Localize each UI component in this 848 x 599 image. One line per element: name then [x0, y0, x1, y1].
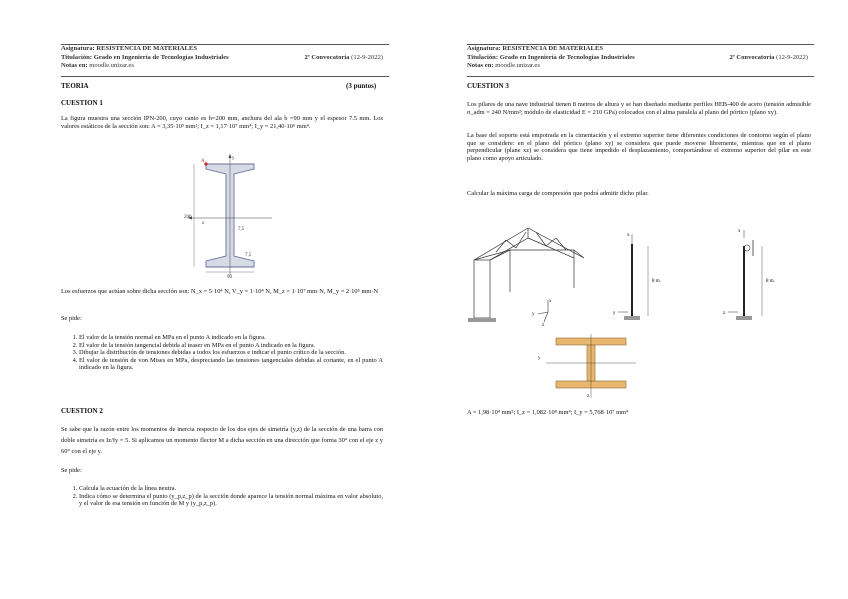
- notes-label: Notas en:: [61, 62, 88, 70]
- notes-link[interactable]: moodle.unizar.es: [89, 62, 134, 70]
- list-item: 1. El valor de la tensión normal en MPa en el punto A indicado en la figura.: [79, 334, 383, 342]
- list-item: 2. El valor de la tensión tangencial debida al teaser en MPa en el punto A indicado en la figura.: [79, 342, 383, 350]
- col2-z-label: z: [723, 311, 726, 316]
- q2-title: CUESTION 2: [61, 407, 103, 415]
- page-header: [61, 44, 389, 77]
- q2-statement-b: Si aplicamos un momento flector M a dicha sección en una dirección que forma 30° con el eje z y 60° con el eje y.: [61, 437, 383, 455]
- q1-efforts: Los esfuerzos que actúan sobre dicha sección son: N_x = 5·10⁴ N, V_y = 1·10⁴ N, M_z = 1·10⁷ mm·N, M_y = 2·10⁵ mm·N: [61, 288, 379, 295]
- frame-z-label: z: [542, 323, 545, 328]
- frame-x-label: x: [549, 299, 552, 304]
- subject: RESISTENCIA DE MATERIALES: [502, 45, 604, 52]
- inertia-ratio: Iz/Iy = 5.: [106, 437, 130, 444]
- convocatoria: 2ª Convocatoria: [729, 54, 775, 61]
- col2-x-label: x: [738, 229, 741, 234]
- list-item: 3. Dibujar la distribución de tensiones debidas a todos los esfuerzos e indicar el punto crítico de la sección.: [79, 349, 383, 357]
- degree-label: Titulación:: [467, 53, 499, 61]
- q3-paragraph-2: La base del soporte está empotrada en la cimentación y el extremo superior tiene diferentes condiciones de contorno según el plano que se considere: en el plano del pórtico (plano xy) se considera que puede moverse libremente, mientras que en el plano perpendicular (plane xz) se considera que tiene impedido el desplazamiento, comportándose el extremo superior del pilar en este plano como apoyo articulado.: [467, 132, 811, 162]
- subject-label: Asignatura:: [467, 45, 501, 52]
- q3-paragraph-1: Los pilares de una nave industrial tienen 8 metros de altura y se han diseñado mediante perfiles HEB-400 de acero (tensión admisible σ_adm = 240 N/mm²; módulo de elasticidad E = 210 GPa) colocados con el alma paralela al plano del pórtico (plano xy).: [467, 101, 811, 116]
- point-a-label: A: [201, 159, 205, 164]
- b-dimension: 90: [227, 275, 232, 280]
- q3-section-properties: A = 1,98·10⁴ mm²; I_z = 1,082·10⁸ mm⁴; I_y = 5,768·10⁷ mm⁴: [467, 409, 629, 416]
- q3-question: Calcular la máxima carga de compresión que podrá admitir dicho pilar.: [467, 190, 649, 197]
- col2-height-label: 8 m.: [766, 279, 775, 284]
- subject-label: Asignatura:: [61, 45, 95, 52]
- y-axis-label: y: [232, 156, 235, 161]
- z-axis-label: z: [202, 221, 205, 226]
- notes-label: Notas en:: [467, 62, 494, 70]
- q2-statement: [61, 424, 383, 457]
- list-item: 2. Indica cómo se determina el punto (y_p,z_p) de la sección donde aparece la tensión normal máxima en valor absoluto, y el valor de esa tensión en función de M y (y_p,z_p).: [79, 493, 383, 508]
- exam-date: (12-9-2022): [351, 54, 383, 61]
- col1-x-label: x: [627, 233, 630, 238]
- q3-title: CUESTION 3: [467, 82, 509, 90]
- flange-thickness: 7,5: [245, 253, 252, 258]
- section-z-label: z: [587, 394, 590, 399]
- col1-height-label: 8 m.: [652, 279, 661, 284]
- section-y-label: y: [538, 356, 541, 361]
- q1-title: CUESTION 1: [61, 99, 103, 107]
- q1-statement: La figura muestra una sección IPN-200, cuyo canto es h=200 mm, anchura del ala b =90 mm y el espesor 7.5 mm. Los valores estáticos de la sección son: A = 3,35·10³ mm²; I_z = 1,17·10⁷ mm⁴; I_y = 21,40·10⁵ mm⁴.: [61, 115, 383, 130]
- col1-y-label: y: [613, 311, 616, 316]
- q1-list: [61, 334, 383, 372]
- subject: RESISTENCIA DE MATERIALES: [96, 45, 198, 52]
- q2-list: [61, 485, 383, 508]
- right-page: [424, 0, 848, 599]
- q2-statement-a: Se sabe que la razón entre los momentos de inercia respecto de los dos ejes de simetría (y,z) de la sección de una barra con doble simetría es: [61, 426, 383, 444]
- list-item: 1. Calcula la ecuación de la línea neutra.: [79, 485, 383, 493]
- q1-asked: Se pide:: [61, 315, 82, 322]
- ipn-section-figure: [180, 150, 280, 282]
- web-thickness: 7,5: [238, 227, 245, 232]
- degree-label: Titulación:: [61, 53, 93, 61]
- points-label: (3 puntos): [346, 82, 377, 90]
- list-item: 4. El valor de tensión de von Mises en MPa, despreciando las tensiones tangenciales debidas al cortante, en el punto A indicado en la figura.: [79, 357, 383, 372]
- portal-frame-figure: [466, 222, 814, 404]
- convocatoria: 2ª Convocatoria: [304, 54, 350, 61]
- notes-link[interactable]: moodle.unizar.es: [495, 62, 540, 70]
- frame-y-label: y: [532, 312, 535, 317]
- q2-asked: Se pide:: [61, 467, 82, 474]
- degree: Grado en Ingeniería de Tecnologías Industriales: [93, 53, 229, 61]
- h-dimension: 200: [184, 215, 192, 220]
- page-header: [467, 44, 814, 77]
- degree: Grado en Ingeniería de Tecnologías Industriales: [499, 53, 635, 61]
- theory-title: TEORIA: [61, 82, 89, 90]
- exam-date: (12-9-2022): [776, 54, 808, 61]
